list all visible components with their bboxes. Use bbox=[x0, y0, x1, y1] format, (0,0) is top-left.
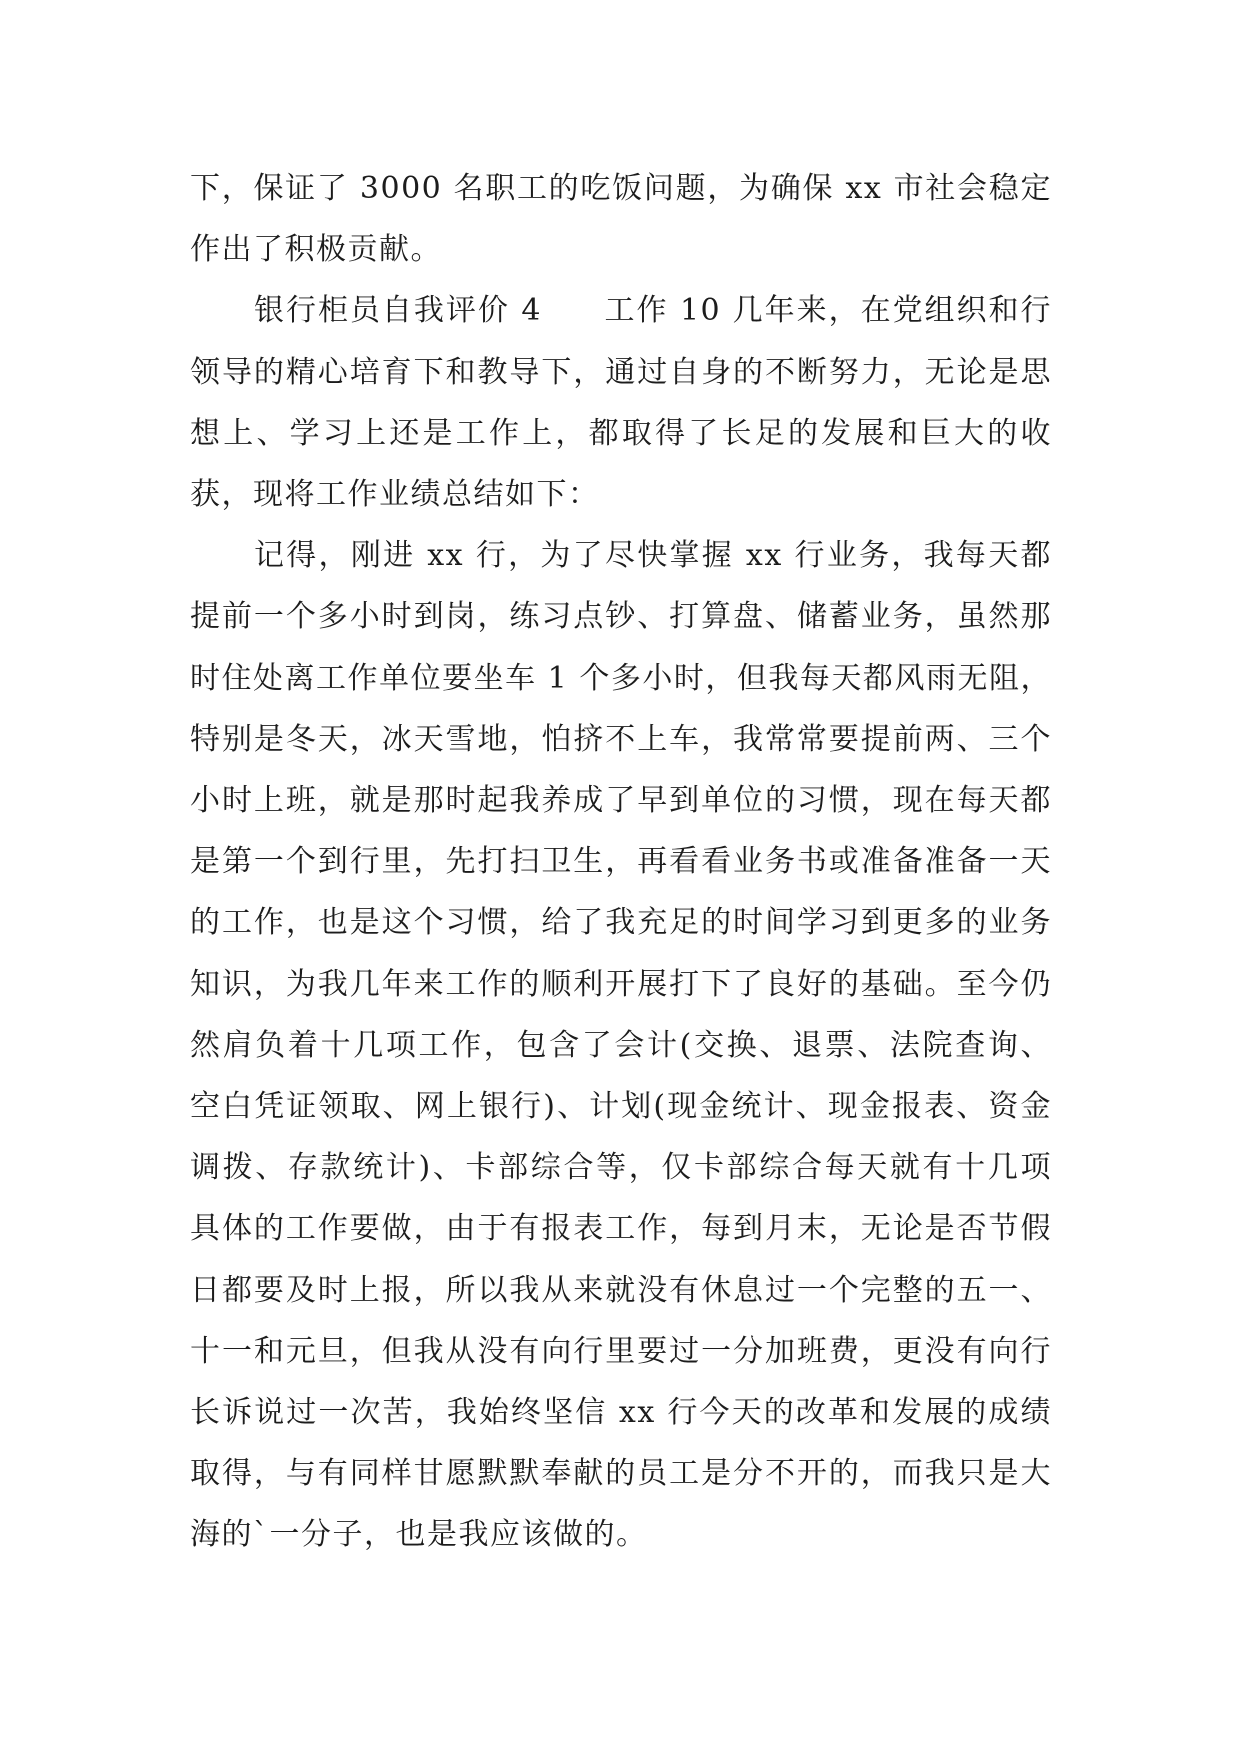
paragraph-work-history: 记得，刚进 xx 行，为了尽快掌握 xx 行业务，我每天都提前一个多小时到岗，练习点钞、打算盘、储蓄业务，虽然那时住处离工作单位要坐车 1 个多小时，但我每天都风雨无阻，特别是冬天，冰天雪地，怕挤不上车，我常常要提前两、三个小时上班，就是那时起我养成了早到单位的习惯，现在每天都是第一个到行里，先打扫卫生，再看看业务书或准备准备一天的工作，也是这个习惯，给了我充足的时间学习到更多的业务知识，为我几年来工作的顺利开展打下了良好的基础。至今仍然肩负着十几项工作，包含了会计(交换、退票、法院查询、空白凭证领取、网上银行)、计划(现金统计、现金报表、资金调拨、存款统计)、卡部综合等，仅卡部综合每天就有十几项具体的工作要做，由于有报表工作，每到月末，无论是否节假日都要及时上报，所以我从来就没有休息过一个完整的五一、十一和元旦，但我从没有向行里要过一分加班费，更没有向行长诉说过一次苦，我始终坚信 xx 行今天的改革和发展的成绩取得，与有同样甘愿默默奉献的员工是分不开的，而我只是大海的`一分子，也是我应该做的。 bbox=[190, 538, 1052, 1553]
paragraph-section-4 bbox=[190, 280, 1052, 525]
section-heading: 银行柜员自我评价 4 bbox=[254, 293, 542, 329]
section-4-intro-text: 工作 10 几年来，在党组织和行领导的精心培育下和教导下，通过自身的不断努力，无论是思想上、学习上还是工作上，都取得了长足的发展和巨大的收获，现将工作业绩总结如下： bbox=[190, 293, 1053, 513]
paragraph-continuation: 下，保证了 3000 名职工的吃饭问题，为确保 xx 市社会稳定作出了积极贡献。 bbox=[190, 171, 1052, 268]
document-body bbox=[190, 158, 1052, 1566]
